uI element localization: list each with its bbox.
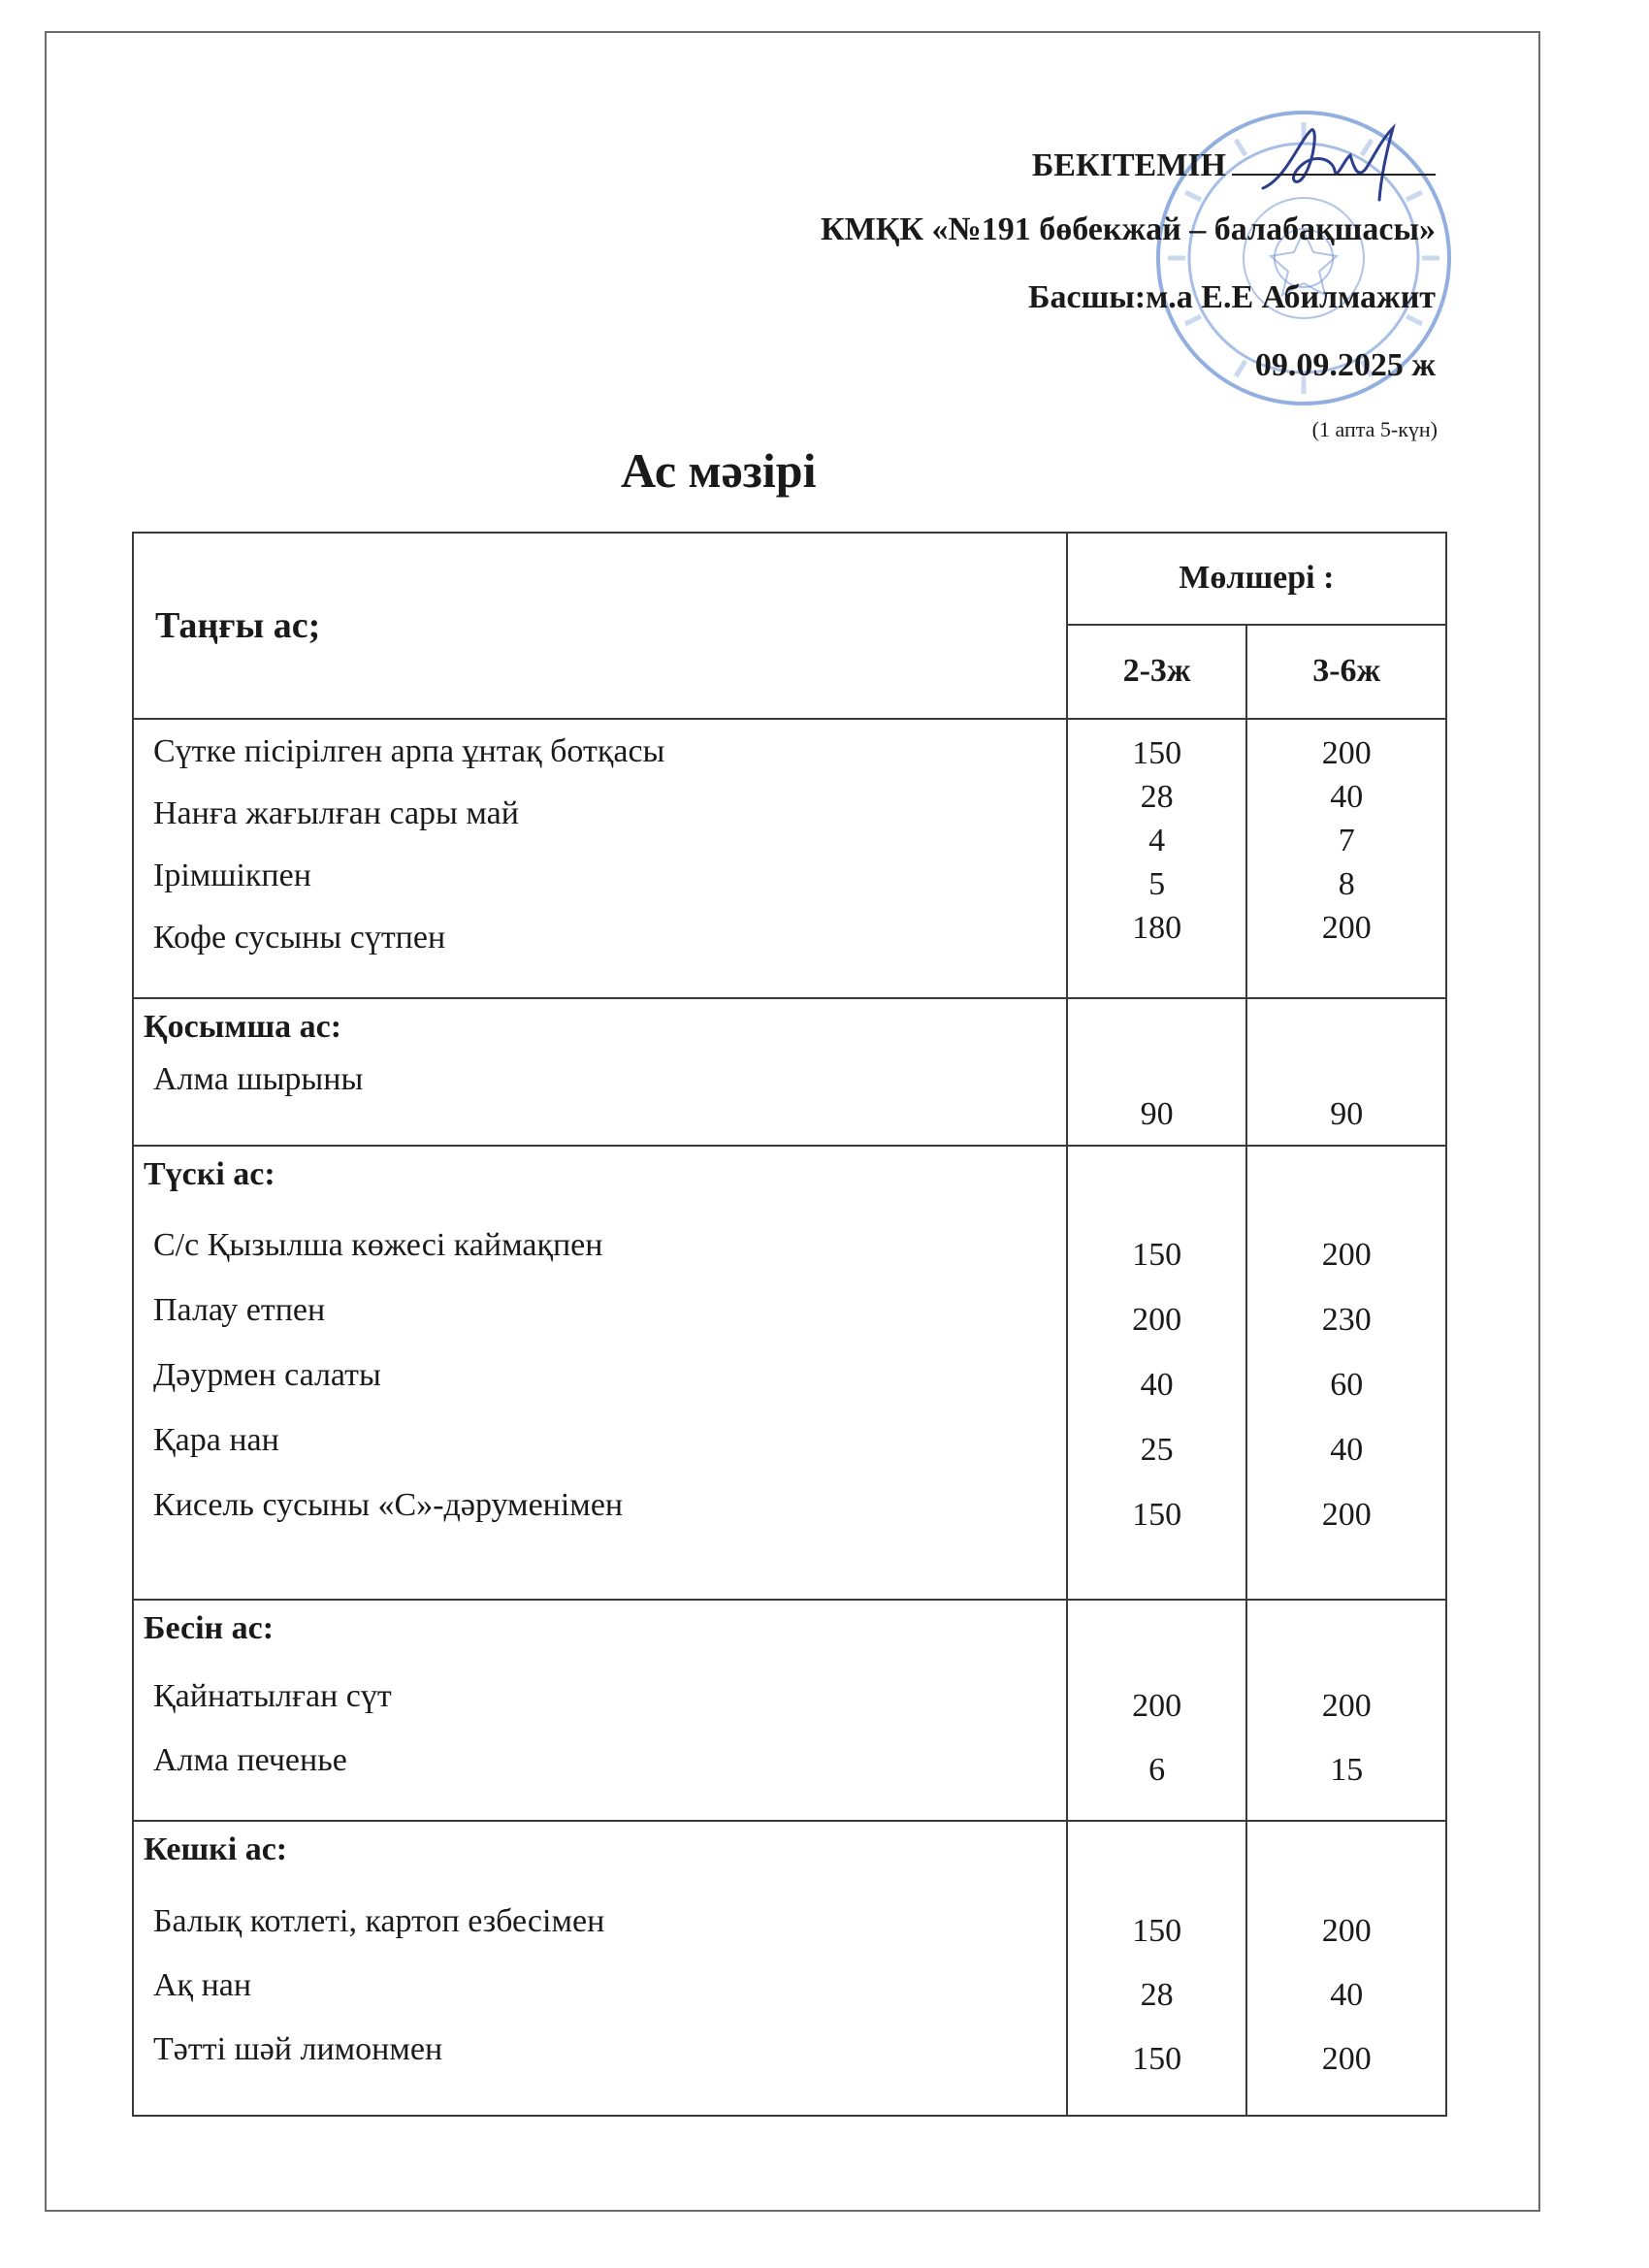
- section-items: [133, 719, 1067, 998]
- amount-value: 8: [1338, 866, 1355, 902]
- amount-value: 200: [1321, 735, 1372, 771]
- list-item: Нанға жағылған сары май: [153, 795, 519, 831]
- organization-name: КМҚК «№191 бөбекжай – балабақшасы»: [821, 211, 1436, 247]
- section-title: Бесін ас:: [144, 1610, 275, 1646]
- amount-value: 200: [1321, 1913, 1372, 1949]
- section-dinner: [133, 1821, 1446, 2116]
- amount-value: 40: [1330, 1977, 1364, 2013]
- age-group-2: 3-6ж: [1246, 625, 1446, 719]
- amount-value: 25: [1140, 1432, 1174, 1468]
- list-item: Ірімшікпен: [153, 858, 311, 893]
- amount-value: 15: [1330, 1752, 1364, 1788]
- section-lunch: [133, 1146, 1446, 1600]
- amounts-3-6: [1246, 1821, 1446, 2116]
- section-items: [133, 1600, 1067, 1821]
- breakfast-title: Таңғы ас;: [133, 533, 1067, 719]
- amounts-2-3: [1067, 719, 1247, 998]
- list-item: С/с Қызылша көжесі каймақпен: [153, 1227, 603, 1263]
- amount-value: 5: [1148, 866, 1166, 902]
- section-items: [133, 998, 1067, 1146]
- amount-value: 40: [1330, 1432, 1364, 1468]
- section-title: Қосымша ас:: [144, 1009, 342, 1045]
- amount-value: 200: [1132, 1688, 1182, 1724]
- amount-value: 200: [1321, 1688, 1372, 1724]
- list-item: Дәурмен салаты: [153, 1357, 381, 1393]
- amount-value: 200: [1321, 1497, 1372, 1533]
- section-afternoon: [133, 1600, 1446, 1821]
- page-title: Ас мәзірі: [621, 443, 817, 498]
- table-header-row: [133, 533, 1446, 625]
- list-item: Ақ нан: [153, 1967, 252, 2003]
- amounts-3-6: [1246, 719, 1446, 998]
- list-item: Кисель сусыны «С»-дәруменімен: [153, 1487, 624, 1523]
- amount-value: 150: [1132, 1913, 1182, 1949]
- section-items: [133, 1146, 1067, 1600]
- amount-value: 4: [1148, 823, 1166, 859]
- amount-value: 28: [1140, 779, 1174, 815]
- amount-value: 60: [1330, 1367, 1364, 1403]
- list-item: Қайнатылған сүт: [153, 1678, 392, 1714]
- amount-value: 200: [1321, 910, 1372, 946]
- amount-header: Мөлшері :: [1067, 533, 1446, 625]
- amount-value: 200: [1321, 2041, 1372, 2077]
- amount-value: 7: [1338, 823, 1355, 859]
- section-items: [133, 1821, 1067, 2116]
- amounts-2-3: [1067, 998, 1247, 1146]
- amount-value: 28: [1140, 1977, 1174, 2013]
- menu-table: [132, 532, 1447, 2117]
- amount-value: 150: [1132, 735, 1182, 771]
- amounts-2-3: [1067, 1821, 1247, 2116]
- list-item: Алма шырыны: [153, 1061, 364, 1097]
- age-group-1: 2-3ж: [1067, 625, 1247, 719]
- amount-value: 180: [1132, 910, 1182, 946]
- approval-block: [563, 147, 1438, 441]
- list-item: Қара нан: [153, 1422, 279, 1458]
- week-day: (1 апта 5-күн): [1311, 417, 1438, 441]
- list-item: Палау етпен: [153, 1292, 326, 1328]
- signature-line: [1232, 174, 1436, 176]
- amounts-3-6: [1246, 1600, 1446, 1821]
- list-item: Тәтті шәй лимонмен: [153, 2031, 443, 2067]
- approve-line: [563, 147, 1436, 184]
- amount-value: 200: [1132, 1302, 1182, 1338]
- amounts-3-6: [1246, 1146, 1446, 1600]
- list-item: Кофе сусыны сүтпен: [153, 920, 446, 956]
- amount-value: 40: [1140, 1367, 1174, 1403]
- section-title: Түскі ас:: [144, 1156, 275, 1192]
- amount-value: 150: [1132, 1497, 1182, 1533]
- amount-value: 150: [1132, 1237, 1182, 1273]
- amounts-2-3: [1067, 1146, 1247, 1600]
- section-snack: [133, 998, 1446, 1146]
- amount-value: 40: [1330, 779, 1364, 815]
- amount-value: 6: [1148, 1752, 1166, 1788]
- approval-date: 09.09.2025 ж: [1254, 347, 1436, 383]
- list-item: Сүтке пісірілген арпа ұнтақ ботқасы: [153, 733, 665, 769]
- section-title: Кешкі ас:: [144, 1831, 288, 1867]
- amount-value: 150: [1132, 2041, 1182, 2077]
- amount-value: 200: [1321, 1237, 1372, 1273]
- amounts-3-6: [1246, 998, 1446, 1146]
- head-name: Басшы:м.а Е.Е Абилмажит: [1027, 279, 1436, 315]
- amount-value: 90: [1140, 1096, 1174, 1132]
- list-item: Балық котлеті, картоп езбесімен: [153, 1903, 605, 1939]
- section-breakfast: [133, 719, 1446, 998]
- amount-value: 230: [1321, 1302, 1372, 1338]
- amount-value: 90: [1330, 1096, 1364, 1132]
- list-item: Алма печенье: [153, 1742, 347, 1778]
- approve-label: БЕКІТЕМІН: [1031, 147, 1226, 183]
- amounts-2-3: [1067, 1600, 1247, 1821]
